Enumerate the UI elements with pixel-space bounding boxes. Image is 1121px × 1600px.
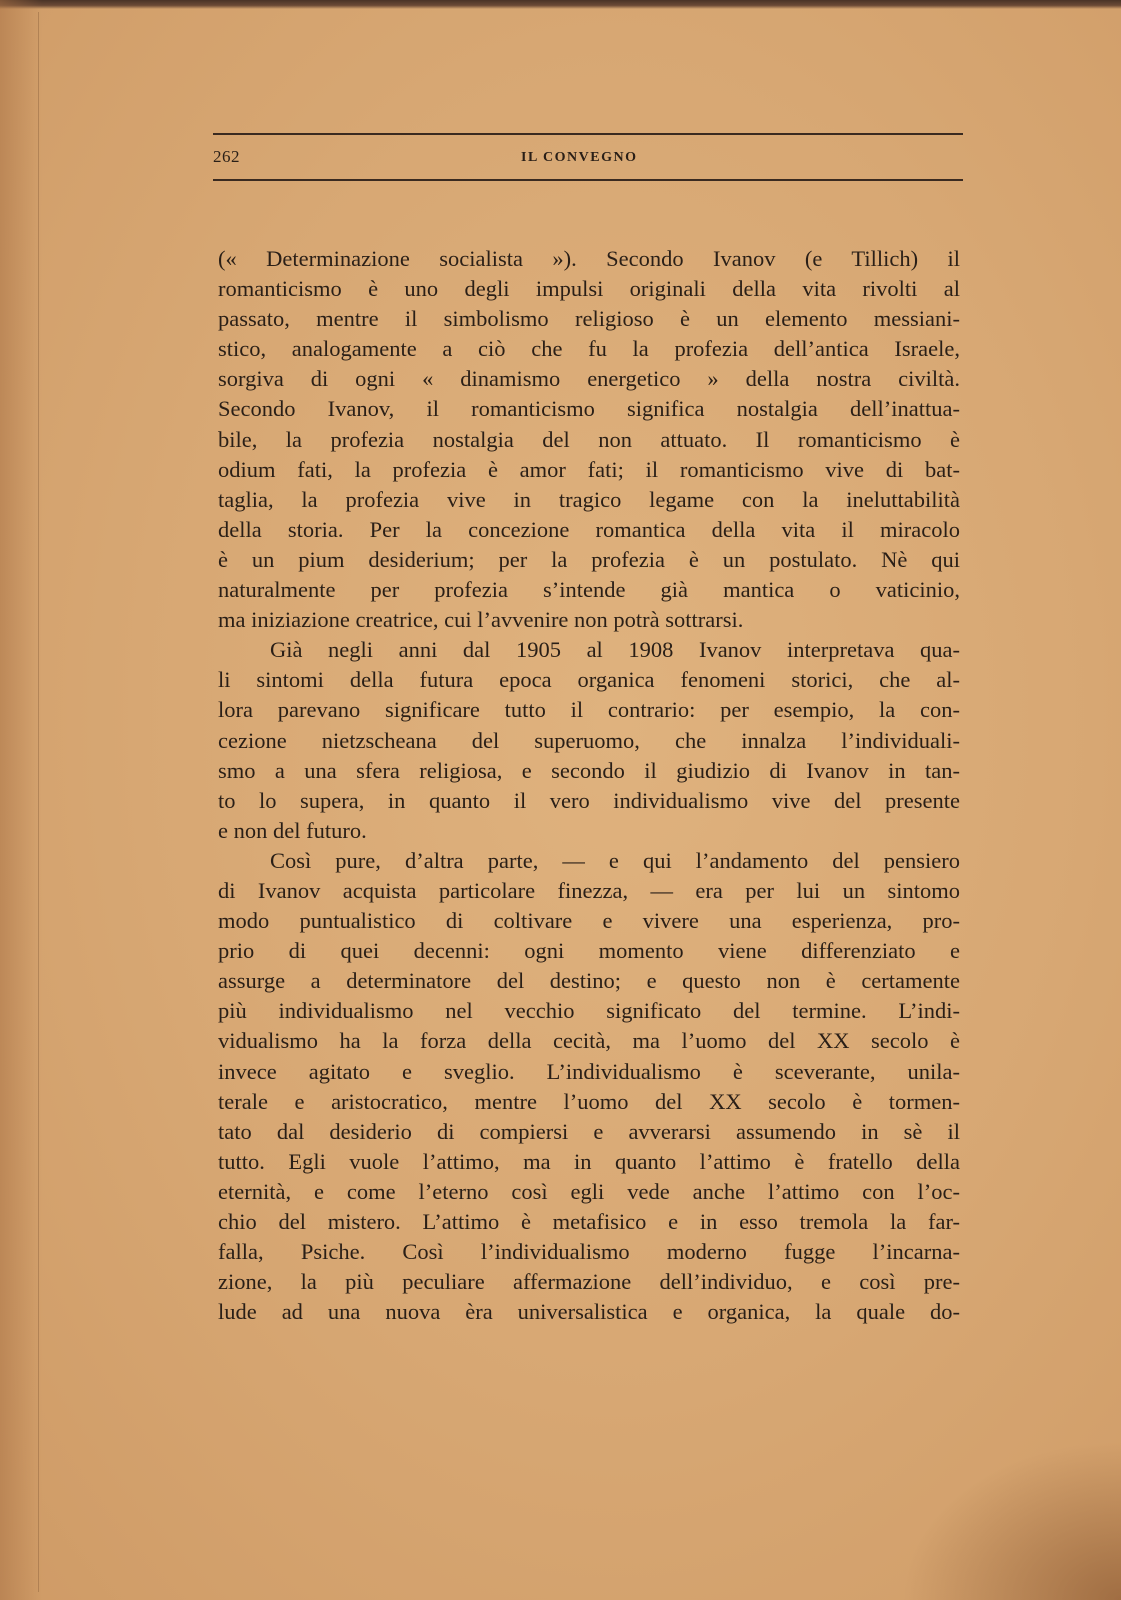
text-line: prio di quei decenni: ogni momento viene differenziato e <box>218 938 960 964</box>
text-line: Così pure, d’altra parte, — e qui l’andamento del pensiero <box>270 847 960 873</box>
text-line: falla, Psiche. Così l’individualismo moderno fugge l’incarna- <box>218 1239 960 1265</box>
text-line: vidualismo ha la forza della cecità, ma l’uomo del XX secolo è <box>218 1028 960 1054</box>
text-line: romanticismo è uno degli impulsi originali della vita rivolti al <box>218 276 960 302</box>
text-line: tato dal desiderio di compiersi e avverarsi assumendo in sè il <box>218 1118 960 1144</box>
text-line: modo puntualistico di coltivare e vivere una esperienza, pro- <box>218 908 960 934</box>
binding-crease <box>38 12 39 1592</box>
text-line: sorgiva di ogni « dinamismo energetico » della nostra civiltà. <box>218 366 960 392</box>
text-line: invece agitato e sveglio. L’individualismo è sceverante, unila- <box>218 1058 960 1084</box>
text-line: (« Determinazione socialista »). Secondo Ivanov (e Tillich) il <box>218 246 960 271</box>
text-line: bile, la profezia nostalgia del non attuato. Il romanticismo è <box>218 426 960 452</box>
text-line: terale e aristocratico, mentre l’uomo del XX secolo è tormen- <box>218 1088 960 1114</box>
text-line: tutto. Egli vuole l’attimo, ma in quanto l’attimo è fratello della <box>218 1148 960 1174</box>
top-edge-shadow <box>0 0 1121 9</box>
text-line: e non del futuro. <box>218 817 367 843</box>
text-line: lude ad una nuova èra universalistica e organica, la quale do- <box>218 1299 960 1325</box>
text-line: di Ivanov acquista particolare finezza, — era per lui un sintomo <box>218 877 960 903</box>
text-line: Già negli anni dal 1905 al 1908 Ivanov interpretava qua- <box>270 637 960 663</box>
page-number: 262 <box>213 147 240 166</box>
text-line: chio del mistero. L’attimo è metafisico e in esso tremola la far- <box>218 1209 960 1234</box>
text-line: li sintomi della futura epoca organica fenomeni storici, che al- <box>218 667 960 693</box>
text-line: passato, mentre il simbolismo religioso è un elemento messiani- <box>218 306 960 332</box>
text-line: smo a una sfera religiosa, e secondo il giudizio di Ivanov in tan- <box>218 757 960 783</box>
journal-title: IL CONVEGNO <box>521 150 638 165</box>
text-line: odium fati, la profezia è amor fati; il romanticismo vive di bat- <box>218 456 960 482</box>
text-line: è un pium desiderium; per la profezia è un postulato. Nè qui <box>218 546 960 572</box>
text-line: stico, analogamente a ciò che fu la profezia dell’antica Israele, <box>218 336 960 362</box>
text-line: lora parevano significare tutto il contrario: per esempio, la con- <box>218 697 960 723</box>
running-head <box>213 133 963 183</box>
text-line: Secondo Ivanov, il romanticismo significa nostalgia dell’inattua- <box>218 396 960 422</box>
text-line: assurge a determinatore del destino; e questo non è certamente <box>218 968 960 994</box>
header-rule-top <box>213 133 963 135</box>
text-line: ma iniziazione creatrice, cui l’avvenire non potrà sottrarsi. <box>218 607 744 633</box>
corner-shadow <box>901 1440 1121 1600</box>
text-line: più individualismo nel vecchio significato del termine. L’indi- <box>218 998 960 1024</box>
text-line: taglia, la profezia vive in tragico legame con la ineluttabilità <box>218 486 960 512</box>
body-text <box>218 244 960 1327</box>
text-line: naturalmente per profezia s’intende già mantica o vaticinio, <box>218 577 960 603</box>
header-rule-bottom <box>213 179 963 181</box>
text-line: zione, la più peculiare affermazione dell’individuo, e così pre- <box>218 1269 960 1295</box>
text-line: to lo supera, in quanto il vero individualismo vive del presente <box>218 787 960 813</box>
text-line: della storia. Per la concezione romantica della vita il miracolo <box>218 516 960 542</box>
text-line: cezione nietzscheana del superuomo, che innalza l’individuali- <box>218 727 960 753</box>
text-line: eternità, e come l’eterno così egli vede anche l’attimo con l’oc- <box>218 1178 960 1204</box>
binding-edge <box>0 0 42 1600</box>
